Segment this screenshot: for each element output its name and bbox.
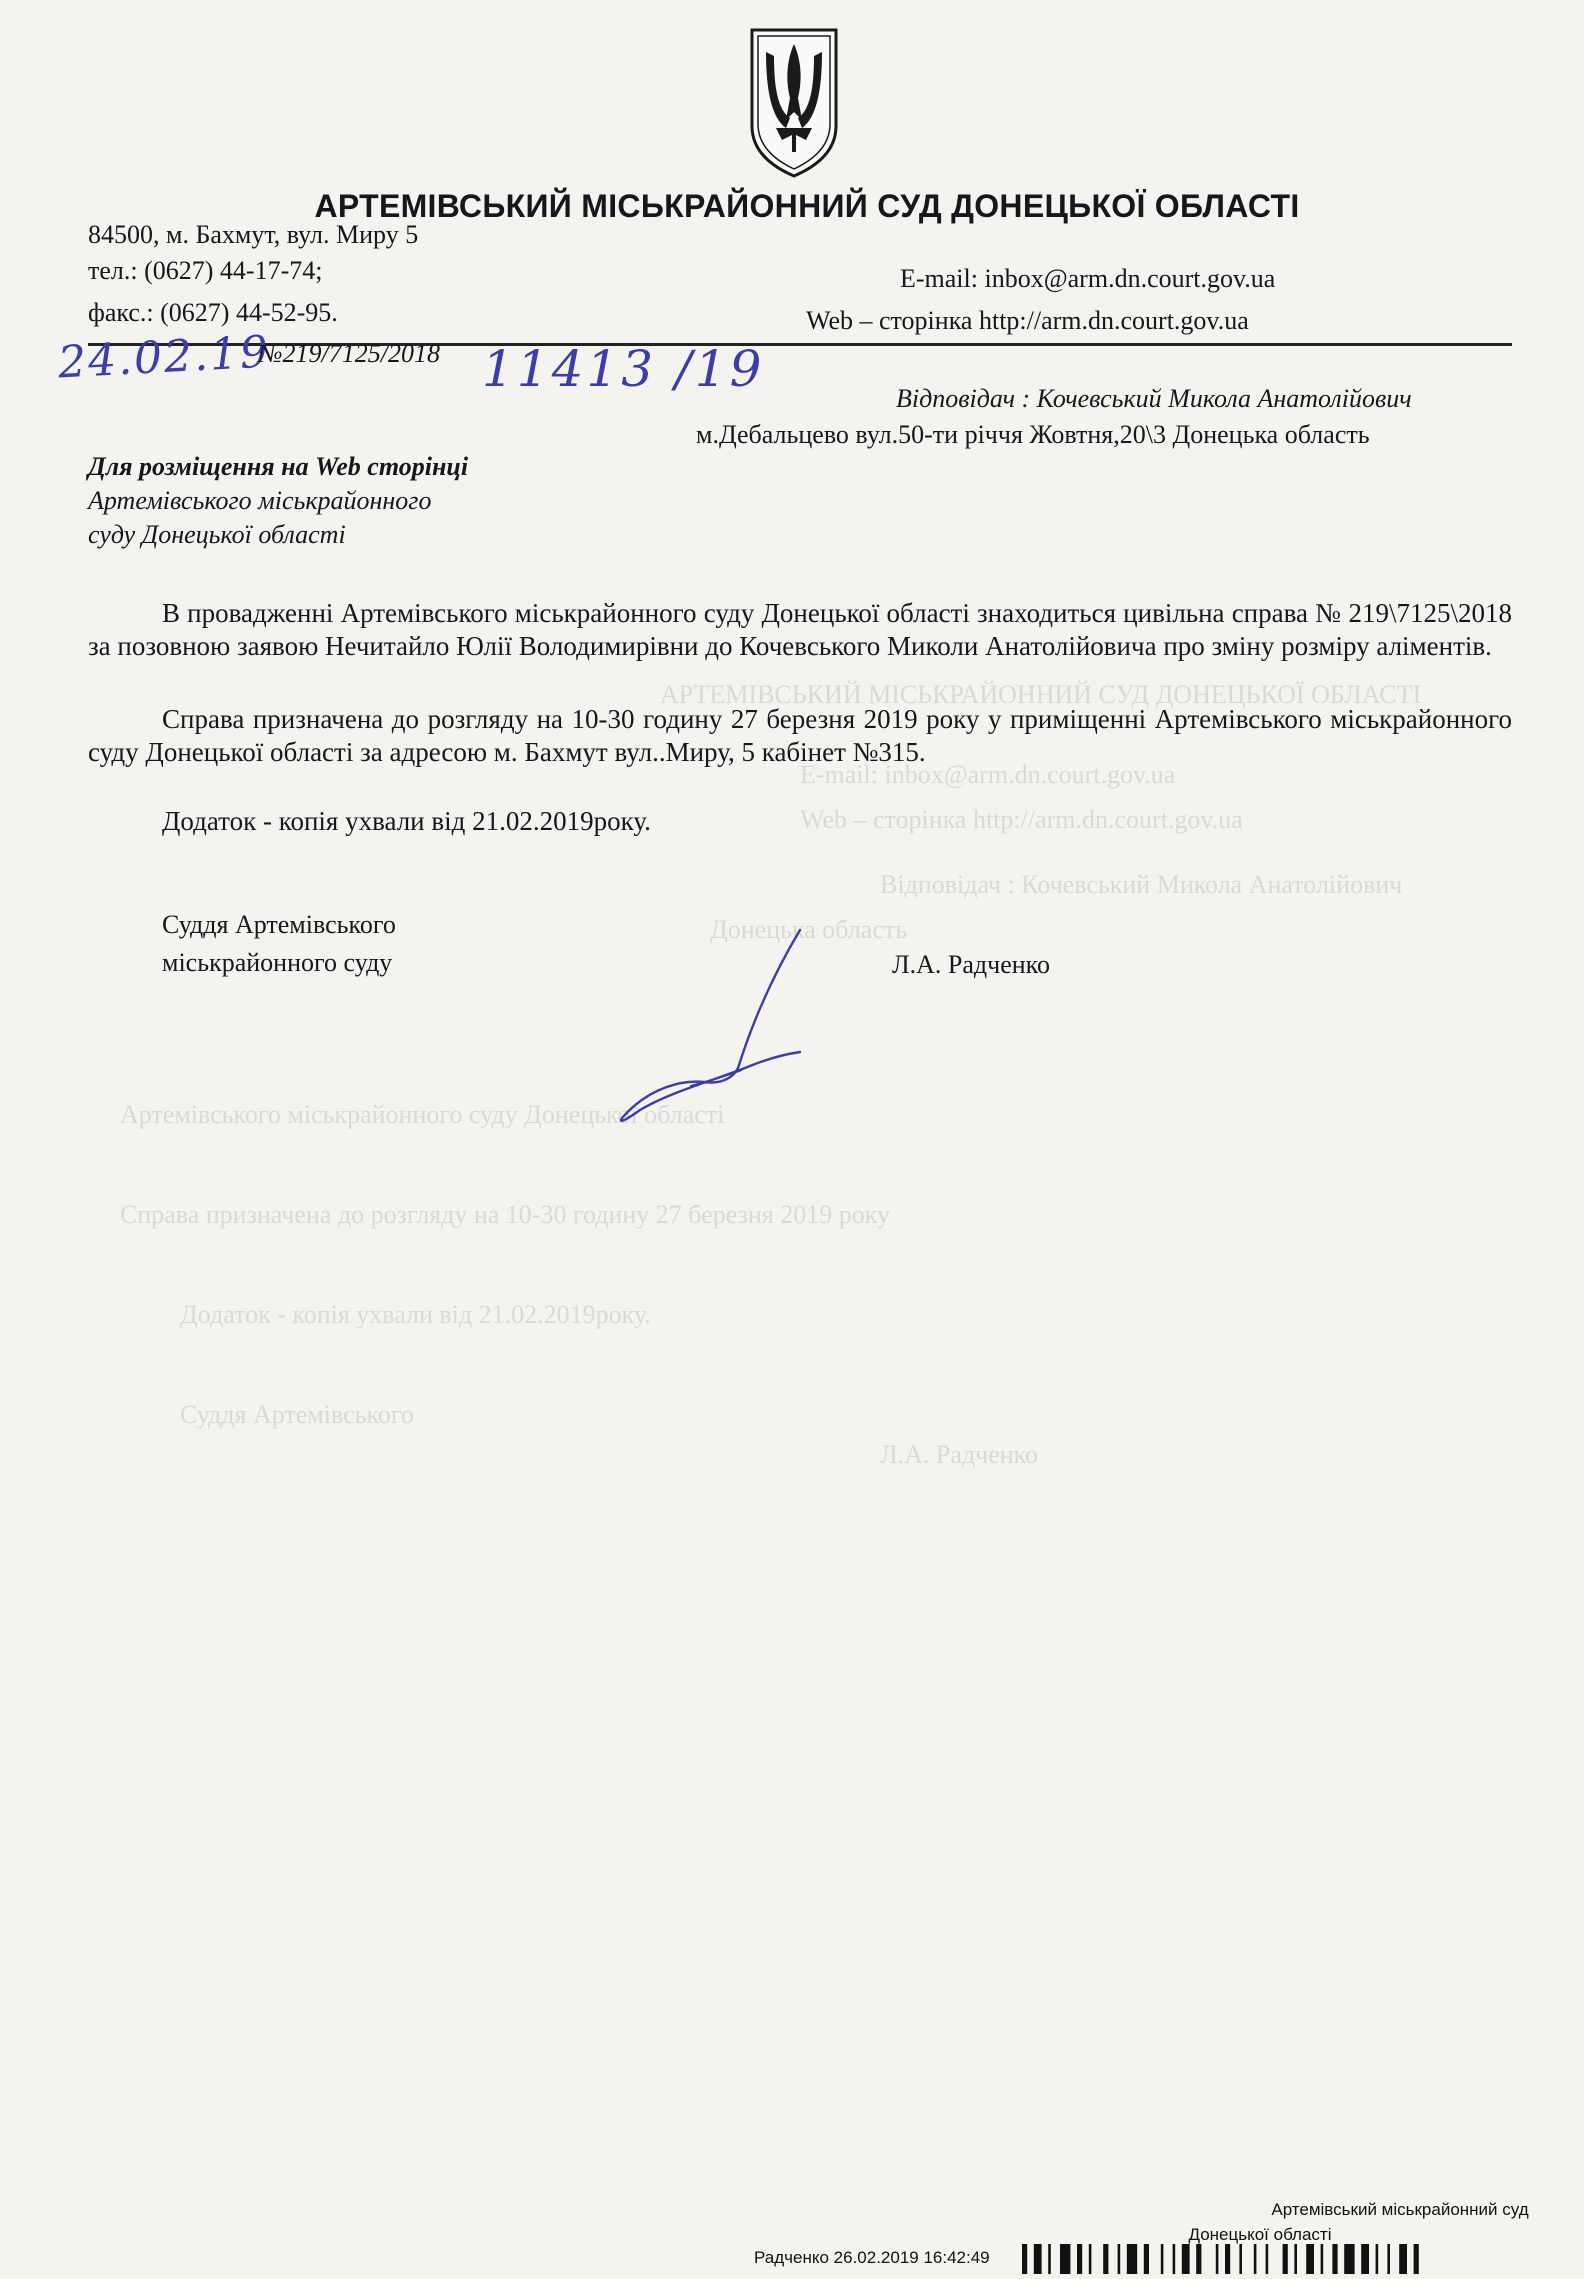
barcode-bar [1294,2244,1297,2274]
barcode-bar [1022,2244,1027,2274]
barcode-bar [1173,2244,1176,2274]
court-phone: тел.: (0627) 44-17-74; [88,256,323,285]
barcode-bar [1196,2244,1201,2274]
barcode-bar [1344,2244,1354,2274]
registration-stamp-court: Артемівський міськрайонний суд [1271,2200,1529,2219]
court-email: E-mail: inbox@arm.dn.court.gov.ua [900,264,1276,293]
barcode-bar [1060,2244,1070,2274]
body-paragraph-1: В провадженні Артемівського міськрайонного суду Донецької області знаходиться цивільна справа № 219\7125\2018 за позовною заявою Нечитайло Юлії Володимирівни до Кочевського Миколи Анатолійовича про зміну розміру аліментів. [88,598,1512,661]
body-paragraph-2: Справа призначена до розгляду на 10-30 годину 27 березня 2019 року у приміщенні Артемівського міськрайонного суду Донецької області за адресою м. Бахмут вул..Миру, 5 кабінет №315. [88,704,1512,767]
barcode-bar [1332,2244,1337,2274]
barcode-bar [1399,2244,1407,2274]
barcode-bar [1306,2244,1314,2274]
bleed-through-text: АРТЕМІВСЬКИЙ МІСЬКРАЙОННИЙ СУД ДОНЕЦЬКОЇ ОБЛАСТІ E-mail: inbox@arm.dn.court.gov.ua Web – сторінка http://arm.dn.court.gov.ua Відповідач : Кочевський Микола Анатолійович Донецька область Артемівського міськрайонного суду Донецької області Справа призначена до розгляду на 10-30 годину 27 березня 2019 року Додаток - копія ухвали від 21.02.2019року. Суддя Артемівського Л.А. Радченко [120,680,1422,1469]
judge-name: Л.А. Радченко [892,950,1050,979]
barcode-bar [1103,2244,1108,2274]
handwritten-date: 24.02.19 [56,326,272,389]
placement-line-2: Артемівського міськрайонного [88,486,432,515]
coat-of-arms-icon [746,22,842,180]
barcode-bar [1144,2244,1149,2274]
barcode-bar [1161,2244,1164,2274]
judge-signature [600,920,820,1140]
barcode-bar [1182,2244,1190,2274]
barcode-bar [1239,2244,1242,2274]
barcode-bar [1127,2244,1137,2274]
registration-stamp-region: Донецької області [1188,2225,1332,2244]
court-fax: факс.: (0627) 44-52-95. [88,298,338,327]
barcode-bar [1387,2244,1390,2274]
body-paragraph-3: Додаток - копія ухвали від 21.02.2019року. [162,806,651,836]
barcode-bar [1321,2244,1324,2274]
barcode-bar [1034,2244,1042,2274]
judge-title-line-2: міськрайонного суду [162,948,393,977]
court-website: Web – сторінка http://arm.dn.court.gov.ua [806,306,1249,335]
placement-heading: Для розміщення на Web сторінці [88,452,469,481]
court-name: АРТЕМІВСЬКИЙ МІСЬКРАЙОННИЙ СУД ДОНЕЦЬКОЇ ОБЛАСТІ [314,188,1300,224]
handwritten-outgoing-number: 11413 /19 [482,340,765,398]
barcode-bar [1118,2244,1121,2274]
placement-line-3: суду Донецької області [88,520,346,549]
barcode-bar [1361,2244,1369,2274]
barcode-bar [1254,2244,1257,2274]
barcode-icon [1022,2244,1552,2274]
court-address: 84500, м. Бахмут, вул. Миру 5 [88,220,419,249]
case-number: №219/7125/2018 [258,339,440,368]
barcode-bar [1376,2244,1379,2274]
addressee-address: м.Дебальцево вул.50-ти річчя Жовтня,20\3 Донецька область [696,420,1370,449]
judge-title-line-1: Суддя Артемівського [162,910,396,939]
barcode-bar [1216,2244,1219,2274]
addressee-name: Відповідач : Кочевський Микола Анатолійович [896,384,1412,413]
barcode-bar [1048,2244,1051,2274]
barcode-bar [1283,2244,1288,2274]
barcode-bar [1089,2244,1092,2274]
barcode-bar [1266,2244,1269,2274]
registration-stamp-date: Радченко 26.02.2019 16:42:49 [754,2248,990,2267]
barcode-bar [1414,2244,1419,2274]
barcode-bar [1077,2244,1082,2274]
barcode-bar [1225,2244,1230,2274]
